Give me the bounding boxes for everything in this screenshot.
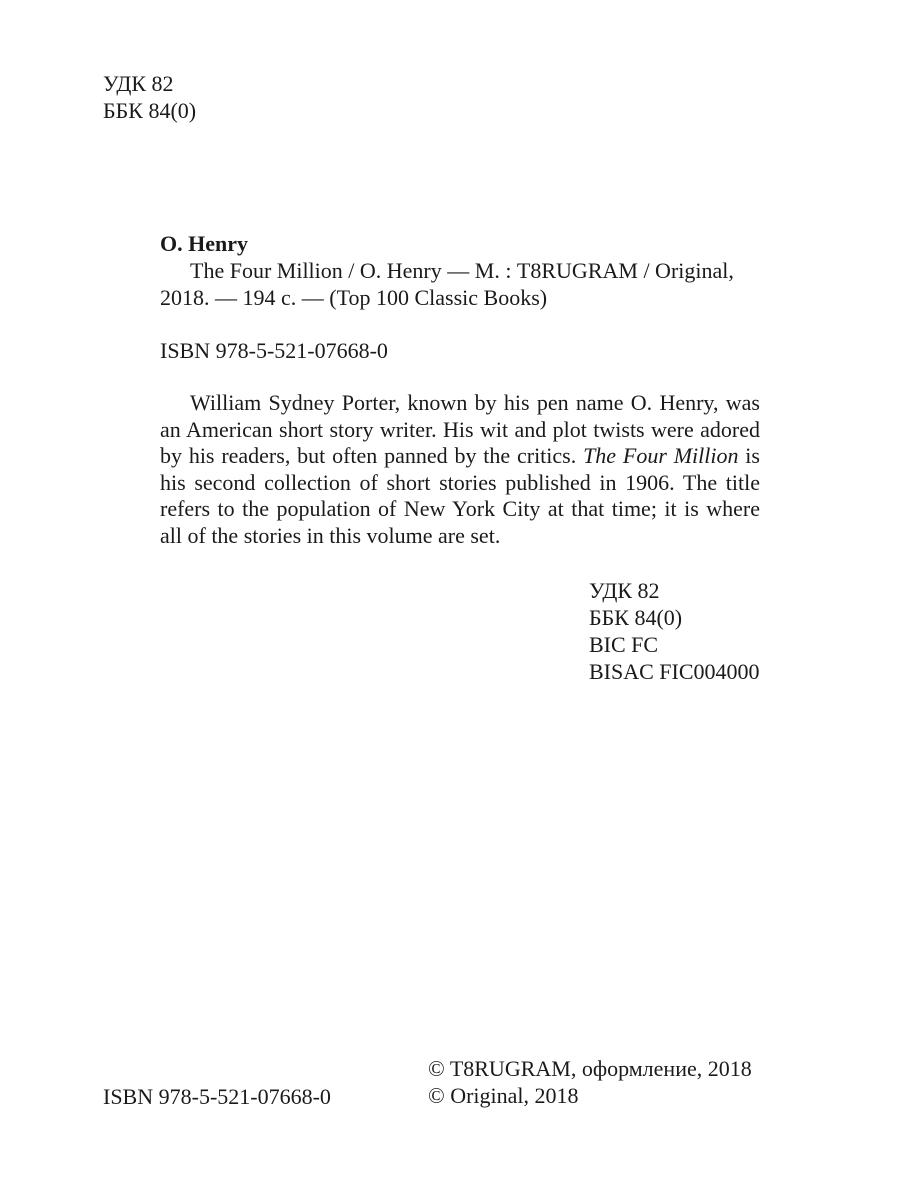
bisac-code: BISAC FIC004000: [589, 659, 760, 684]
author-name: O. Henry: [160, 231, 248, 256]
footer-isbn: [103, 1083, 331, 1110]
copyright-publisher: © T8RUGRAM, оформление, 2018: [428, 1056, 752, 1081]
udk-code: УДК 82: [589, 578, 660, 603]
isbn-number: ISBN 978-5-521-07668-0: [160, 338, 388, 363]
abstract-text-1: William Sydney Porter, known by his pen name O. Henry, was an American short story writer. His wit and plot twists were adored by his readers, but often panned by the critics.: [160, 390, 760, 468]
classification-codes: [589, 577, 760, 685]
copyright-notices: [428, 1055, 752, 1109]
copyright-original: © Original, 2018: [428, 1083, 579, 1108]
abstract-book-title: The Four Million: [583, 443, 739, 468]
bib-description-line-2: 2018. — 194 с. — (Top 100 Classic Books): [160, 285, 548, 310]
bib-description-line-1: The Four Million / O. Henry — М. : T8RUGRAM / Original,: [190, 258, 734, 283]
isbn-number: ISBN 978-5-521-07668-0: [103, 1084, 331, 1109]
abstract-text-2: is his second collection of short stories published in 1906. The title refers to the population of New York City at that time; it is where all of the stories in this volume are set.: [160, 443, 760, 548]
top-classification-codes: [103, 70, 196, 124]
udk-code: УДК 82: [103, 71, 174, 96]
bic-code: BIC FC: [589, 632, 659, 657]
bbk-code: ББК 84(0): [103, 98, 197, 123]
bibliographic-record: [160, 230, 760, 549]
bbk-code: ББК 84(0): [589, 605, 683, 630]
abstract-paragraph: [160, 390, 760, 549]
